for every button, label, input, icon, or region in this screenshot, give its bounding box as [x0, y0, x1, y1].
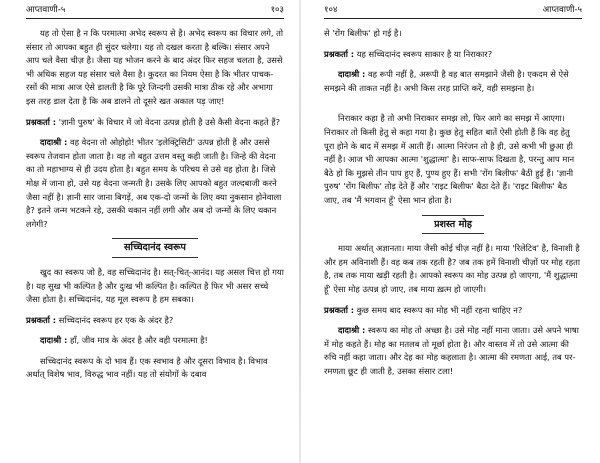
left-paragraph-3: सच्चिदानंद स्वरूप के दो भाव हैं। एक स्वभाव है और दूसरा विभाव है। विभाव अर्थात् विशेष भाव, विरुद्ध भाव नहीं। यह तो संयोगों के दबाव [26, 355, 268, 380]
right-answer-1 [324, 68, 582, 95]
right-page-header [324, 4, 582, 19]
right-page-title: आप्तवाणी-५ [542, 5, 582, 16]
right-answer-2 [324, 324, 582, 378]
right-question-1 [324, 48, 582, 62]
dadashri-label: दादाश्री : [40, 335, 68, 346]
dadashri-label: दादाश्री : [40, 137, 68, 148]
left-answer-2 [26, 334, 284, 348]
right-section-heading [324, 215, 582, 235]
left-question-1 [26, 116, 284, 130]
answer-text: वह रूपी नहीं है, अरूपी है वह बात समझाने जैसी है। एकदम से ऐसे समझने की ताकत नहीं है। अभी किस तरह प्राप्ति करें, वही समझना है। [324, 69, 569, 93]
right-paragraph-2: माया अर्थात् अज्ञानता। माया जैसी कोई चीज़ नहीं है। माया 'रिलेटिव' है, विनाशी है और हम अविनाशी हैं। वह कब तक रहती है? जब तक हमें विनाशी चीज़ों पर मोह रहता है, तब तक माया खड़ी रहती है। आपको स्वरूप का मोह उत्पन्न हो जाएगा, 'मैं शुद्धात्मा हूँ' ऐसा मोह उत्पन्न हो जाए, तब माया ख़त्म हो जाएगी। [324, 243, 581, 294]
question-text: सच्चिदानंद स्वरूप हर एक के अंदर है? [58, 314, 174, 325]
right-question-2 [324, 304, 582, 318]
right-page [300, 0, 600, 463]
left-question-2 [26, 314, 284, 328]
section-title-prashast-moh: प्रशस्त मोह [422, 215, 484, 235]
right-page-number: १०४ [324, 5, 338, 16]
dadashri-label: दादाश्री : [338, 325, 366, 336]
question-text: कुछ समय बाद स्वरूप का मोह भी नहीं रहना चाहिए न? [356, 304, 523, 315]
left-page-header [26, 4, 284, 19]
questioner-label: प्रश्नकर्ता : [324, 48, 355, 59]
left-page-number: १०३ [270, 5, 284, 16]
left-page-title: आप्तवाणी-५ [26, 5, 66, 16]
spacer [324, 102, 582, 112]
questioner-label: प्रश्नकर्ता : [324, 304, 355, 315]
question-text: यह सच्चिदानंद स्वरूप साकार है या निराकार? [356, 48, 493, 59]
questioner-label: प्रश्नकर्ता : [26, 116, 57, 127]
left-section-heading [26, 238, 284, 258]
section-title-sachchidanand: सच्चिदानंद स्वरूप [112, 238, 198, 258]
right-paragraph-0: से 'रोंग बिलीफ' हो गई है। [324, 28, 402, 38]
left-answer-1 [26, 136, 284, 231]
right-paragraph-1: निराकार कहा है तो अभी निराकार समझ लो, फिर आगे का समझ में आएगा। निराकार तो किसी हेतु से कहा गया है। कुछ हेतु सहित बातें ऐसी होती हैं कि वह हेतु पूरा होने के बाद में समझ में आती हैं। आत्मा निरंजन तो है ही, उसे कभी भी छुआ ही नहीं है। आज भी आपका आत्मा 'शुद्धात्मा' है। साफ-साफ दिखता है, परन्तु आप मान बैठे हो कि मुझसे तीन पाप हुए हैं, पुण्य हुए हैं। सभी 'रोंग बिलीफ' बैठी हुई हैं। 'ज्ञानी पुरुष' 'रोंग बिलीफ' तोड़ देते हैं और 'राइट बिलीफ' बैठा देते हैं। 'राइट बिलीफ' बैठ जाए, तब 'मैं भगवान हूँ' ऐसा भान होता है। [324, 113, 575, 205]
left-paragraph-1: यह तो ऐसा है न कि परमात्मा अभेद स्वरूप से है। अभेद स्वरूप का विचार लगे, तो संसार तो आपका बहुत ही सुंदर चलेगा। यह तो दखल करता है बल्कि। संसार अपने आप चले वैसा चीज़ है। जैसा यह भोजन करने के बाद अंदर फिर सहज चलता है, उससे भी अधिक सहज यह संसार चले वैसा है। कुदरत का नियम ऐसा है कि भीतर पाचक-रसों की मात्रा आज ऐसे डालती है कि पूरे जिन्दगी उसकी मात्रा ठीक रहे और अभागा इस तरह डाल देता है कि अब डालने तो दूसरे खत अकाल पड़ जाए! [26, 28, 284, 106]
answer-text: वह वेदना तो ओहोहो! भीतर 'इलेक्ट्रिसिटी' उत्पन्न होती है और उससे स्वरूप तेजवान होता जाता है। वह तो बहुत उत्तम वस्तु कही जाती है। जिन्हे की वेदना का तो महाभाग्य से ही उदय होता है। बहुत समय के परिचय से उसे वह होता है। जिसे मोक्ष में जाना हो, उसे यह वेदना जन्मती है। उसके लिए आपको बहुत जल्दबाजी करने जैसा नहीं है। ज्ञानी सार जाना बिगड़ें, अब एक-दो जन्मों के लिए क्या नुकसान होनेवाला है? इतने जन्म भटकने रहे, उसकी थकान नहीं लगी और अब दो जन्मों के लिए थकान लगेगी? [26, 137, 282, 229]
answer-text: हाँ, जीव मात्र के अंदर है और वही परमात्मा है! [69, 335, 208, 346]
left-paragraph-2: खुद का स्वरूप जो है, वह सच्चिदानंद है। सत्-चित्-आनंद। यह असल चित्त हो गया है। यह सुख भी कल्पित है और दुःख भी कल्पित है। कल्पित है फिर भी असर सच्चे जैसा होता है। सच्चिदानंद, यह मूल स्वरूप है हम सबका। [26, 266, 284, 305]
question-text: 'ज्ञानी पुरुष' के विचार में जो वेदना उत्पन्न होती है उसे कैसी वेदना कहते हैं? [58, 116, 281, 127]
dadashri-label: दादाश्री : [338, 69, 366, 80]
questioner-label: प्रश्नकर्ता : [26, 314, 57, 325]
answer-text: स्वरूप का मोह तो अच्छा है। उसे मोह नहीं माना जाता। उसे अपने भाषा में मोह कहते हैं। मोह का मतलब तो मूर्छा होता है। और वास्तव में तो उसे आत्मा की रुचि नहीं कहा जाता। और देह का मोह कहलाता है। आत्मा की रमणता आई, तब पर-रमणता छूट ही जाती है, उसका संसार टला! [324, 325, 579, 376]
